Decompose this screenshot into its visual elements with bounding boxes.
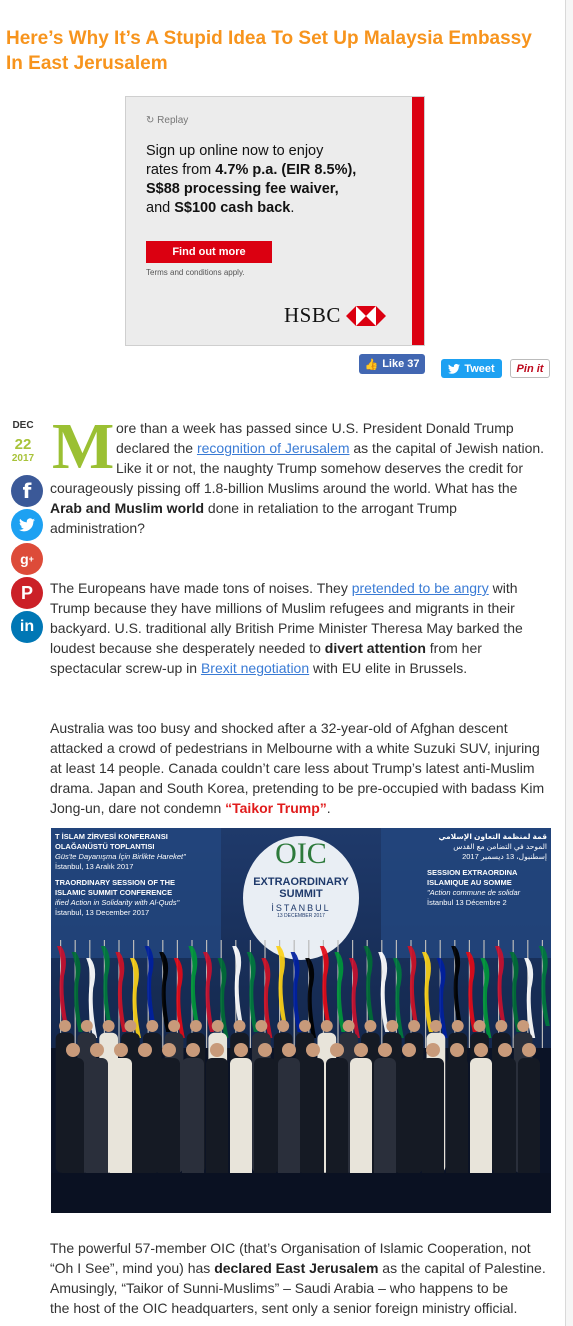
p3-line-5: Jong-un, dare not condemn “Taikor Trump”. <box>50 800 331 816</box>
right-banner-text: قمة لمنظمة التعاون الإسلامي الموحد في التضامن مع القدس إسطنبول، 13 ديسمبر 2017 SESSION EXTRAORDINA ISLAMIQUE AU SOMME "Action commune de solidar İstanbul 13 Décembre 2 <box>427 832 547 907</box>
person-head <box>66 1043 80 1057</box>
person-head <box>474 1020 486 1032</box>
person-head <box>474 1043 488 1057</box>
article-title[interactable]: Here’s Why It’s A Stupid Idea To Set Up Malaysia Embassy In East Jerusalem <box>6 28 532 74</box>
oic-logo: OIC EXTRAORDINARY SUMMIT İSTANBUL 13 DECEMBER 2017 <box>253 837 349 919</box>
person-head <box>212 1020 224 1032</box>
oic-summit-photo[interactable] <box>51 828 551 1213</box>
person-head <box>450 1043 464 1057</box>
pinterest-share-icon[interactable]: P <box>11 577 43 609</box>
person-head <box>234 1020 246 1032</box>
person-head <box>90 1043 104 1057</box>
person-head <box>498 1043 512 1057</box>
p2-line-1: The Europeans have made tons of noises. They pretended to be angry with <box>50 580 518 596</box>
p1-line-1: ore than a week has passed since U.S. President Donald Trump <box>116 420 514 436</box>
person-head <box>282 1043 296 1057</box>
person-head <box>365 1020 377 1032</box>
ad-replay-button[interactable]: ↻ Replay <box>146 115 189 126</box>
hsbc-ad-banner[interactable] <box>125 96 425 346</box>
tweet-button[interactable]: Tweet <box>441 359 502 378</box>
p2-line-2: Trump because they have millions of Muslim refugees and migrants in their <box>50 600 515 616</box>
post-date: DEC 22 2017 <box>11 420 35 464</box>
person-head <box>426 1043 440 1057</box>
brexit-negotiation-link[interactable]: Brexit negotiation <box>200 660 310 676</box>
person-head <box>277 1020 289 1032</box>
person-head <box>402 1043 416 1057</box>
p3-line-4: drama. Japan and South Korea, pretending to be pre-occupied with badass Kim <box>50 780 545 796</box>
person-head <box>495 1020 507 1032</box>
person-head <box>168 1020 180 1032</box>
person-head <box>190 1020 202 1032</box>
ad-terms: Terms and conditions apply. <box>146 268 245 277</box>
p3-line-1: Australia was too busy and shocked after a 32-year-old of Afghan descent <box>50 720 508 736</box>
person-head <box>103 1020 115 1032</box>
facebook-like-button[interactable]: 👍 Like 37 <box>359 354 425 374</box>
person-head <box>522 1043 536 1057</box>
linkedin-share-icon[interactable]: in <box>11 611 43 643</box>
person-head <box>162 1043 176 1057</box>
person-head <box>343 1020 355 1032</box>
pretended-to-be-angry-link[interactable]: pretended to be angry <box>351 580 489 596</box>
person-head <box>299 1020 311 1032</box>
p2-line-3: backyard. U.S. traditional ally British Prime Minister Theresa May barked the <box>50 620 523 636</box>
replay-icon: ↻ <box>146 115 155 126</box>
p1-line-2: declared the recognition of Jerusalem as the capital of Jewish nation. <box>116 440 545 456</box>
scrollbar-track[interactable] <box>566 0 573 1326</box>
person-head <box>210 1043 224 1057</box>
person-head <box>125 1020 137 1032</box>
p4-line-4: the host of the OIC headquarters, sent only a senior foreign ministry official. <box>50 1300 518 1316</box>
person-head <box>81 1020 93 1032</box>
p2-line-4: loudest because she desperately needed to divert attention from her <box>50 640 482 656</box>
person-head <box>386 1020 398 1032</box>
person-head <box>321 1020 333 1032</box>
p1-line-6: administration? <box>50 520 145 536</box>
person-head <box>306 1043 320 1057</box>
person-head <box>258 1043 272 1057</box>
thumbs-up-icon: 👍 <box>364 358 379 371</box>
ad-red-bar <box>412 97 424 345</box>
ad-copy: Sign up online now to enjoy rates from 4.7% p.a. (EIR 8.5%), S$88 processing fee waiver, and S$100 cash back. <box>146 143 357 216</box>
person-head <box>59 1020 71 1032</box>
drop-cap: M <box>52 410 115 483</box>
p1-line-5: Arab and Muslim world done in retaliation to the arrogant Trump <box>50 500 457 516</box>
person-head <box>138 1043 152 1057</box>
person-head <box>517 1020 529 1032</box>
person-head <box>452 1020 464 1032</box>
person-head <box>234 1043 248 1057</box>
recognition-of-jerusalem-link[interactable]: recognition of Jerusalem <box>196 440 350 456</box>
left-banner-text: T İSLAM ZİRVESİ KONFERANSI OLAĞANÜSTÜ TOPLANTISI Güs'te Dayanışma İçin Birlikte Hareket" İstanbul, 13 Aralık 2017 TRAORDINARY SESSION OF THE ISLAMIC SUMMIT CONFERENCE ified Action in Solidarity with Al-Quds" İstanbul, 13 December 2017 <box>55 832 186 917</box>
p4-line-3: Amusingly, “Taikor of Sunni-Muslims” – Saudi Arabia – who happens to be <box>50 1280 509 1296</box>
p2-line-5: spectacular screw-up in Brexit negotiation with EU elite in Brussels. <box>50 660 468 676</box>
person-head <box>354 1043 368 1057</box>
pin-it-button[interactable]: Pin it <box>510 359 550 378</box>
p1-line-3: Like it or not, the naughty Trump somehow deserves the credit for <box>116 460 523 476</box>
p4-line-1: The powerful 57-member OIC (that’s Organisation of Islamic Cooperation, not <box>50 1240 531 1256</box>
hsbc-hexagon-icon <box>346 306 386 326</box>
person-head <box>378 1043 392 1057</box>
twitter-bird-icon <box>448 364 460 374</box>
facebook-share-icon[interactable]: f <box>11 475 43 507</box>
hsbc-logo: HSBC <box>284 303 386 328</box>
p4-line-2: “Oh I See”, mind you) has declared East Jerusalem as the capital of Palestine. <box>50 1260 546 1276</box>
person-head <box>430 1020 442 1032</box>
person-head <box>186 1043 200 1057</box>
person-head <box>255 1020 267 1032</box>
p1-line-4: courageously pissing off 1.8-billion Muslims around the world. What has the <box>50 480 518 496</box>
person-head <box>146 1020 158 1032</box>
p3-line-3: at least 14 people. Canada couldn’t care less about Trump’s latest anti-Muslim <box>50 760 535 776</box>
p3-line-2: attacked a crowd of pedestrians in Melbourne with a white Suzuki SUV, injuring <box>50 740 540 756</box>
person-head <box>408 1020 420 1032</box>
twitter-share-icon[interactable] <box>11 509 43 541</box>
person-head <box>114 1043 128 1057</box>
ad-find-out-more-button[interactable]: Find out more <box>146 241 272 263</box>
person-head <box>330 1043 344 1057</box>
google-plus-share-icon[interactable]: g + <box>11 543 43 575</box>
